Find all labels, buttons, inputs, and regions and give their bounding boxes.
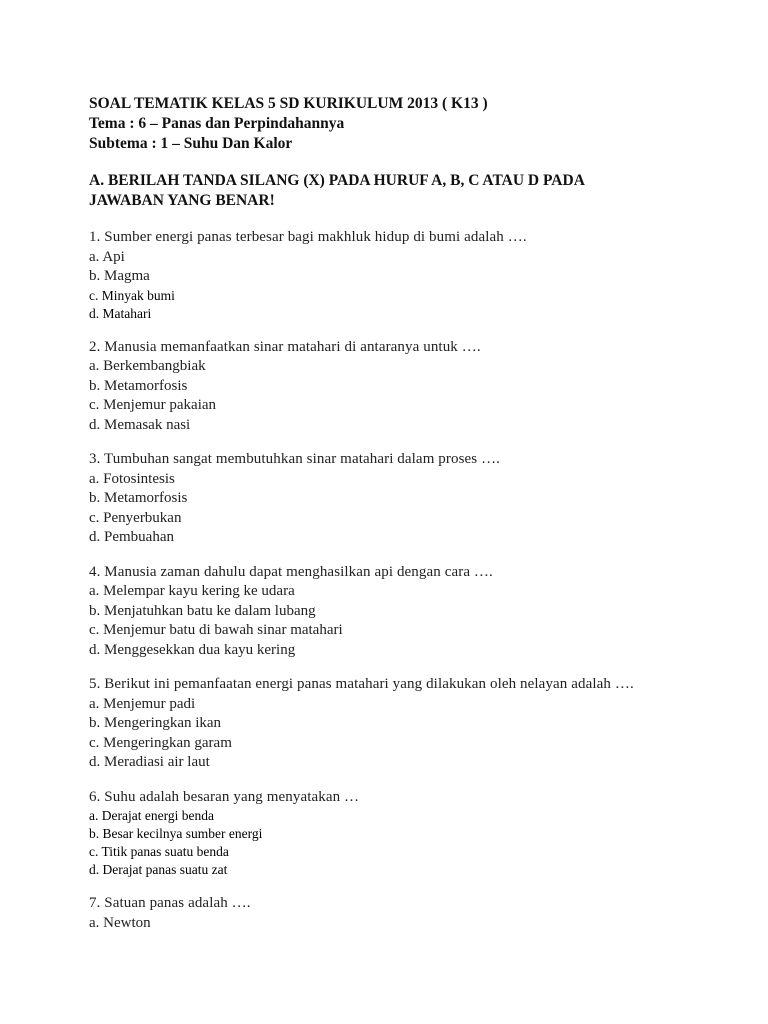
question-2-option-a: a. Berkembangbiak: [89, 358, 206, 374]
question-5-option-b: b. Mengeringkan ikan: [89, 715, 222, 731]
question-4-option-b: b. Menjatuhkan batu ke dalam lubang: [89, 602, 316, 619]
question-1-option-b: b. Magma: [89, 268, 150, 284]
question-2-text: 2. Manusia memanfaatkan sinar matahari di antaranya untuk ….: [89, 338, 481, 355]
question-1-option-a: a. Api: [89, 248, 125, 265]
question-3-option-d: d. Pembuahan: [89, 529, 174, 545]
question-1-text: 1. Sumber energi panas terbesar bagi makhluk hidup di bumi adalah ….: [89, 229, 527, 245]
document-header: [89, 94, 729, 154]
question-6-option-c: c. Titik panas suatu benda: [89, 844, 229, 859]
question-6-option-b: b. Besar kecilnya sumber energi: [89, 826, 263, 841]
document-title: SOAL TEMATIK KELAS 5 SD KURIKULUM 2013 ( K13 ): [89, 95, 488, 112]
question-5-option-a: a. Menjemur padi: [89, 695, 196, 712]
section-a-instruction: [89, 171, 729, 211]
question-6-option-d: d. Derajat panas suatu zat: [89, 862, 228, 877]
question-5-option-d: d. Meradiasi air laut: [89, 754, 210, 770]
question-6-option-a: a. Derajat energi benda: [89, 808, 214, 823]
question-2-option-b: b. Metamorfosis: [89, 377, 188, 394]
question-1-option-c: c. Minyak bumi: [89, 287, 175, 303]
instruction-line-1: A. BERILAH TANDA SILANG (X) PADA HURUF A, B, C ATAU D PADA: [89, 172, 585, 189]
question-2: [89, 338, 729, 436]
question-4-option-a: a. Melempar kayu kering ke udara: [89, 583, 295, 599]
question-3-option-a: a. Fotosintesis: [89, 470, 175, 487]
question-4-text: 4. Manusia zaman dahulu dapat menghasilkan api dengan cara ….: [89, 563, 493, 580]
question-5: [89, 675, 729, 773]
question-2-option-c: c. Menjemur pakaian: [89, 397, 217, 413]
question-4: [89, 563, 729, 661]
question-7: [89, 894, 729, 933]
subtema-line: Subtema : 1 – Suhu Dan Kalor: [89, 135, 293, 152]
question-3-text: 3. Tumbuhan sangat membutuhkan sinar matahari dalam proses ….: [89, 451, 501, 467]
question-6-text: 6. Suhu adalah besaran yang menyatakan …: [89, 788, 360, 805]
question-7-text: 7. Satuan panas adalah ….: [89, 895, 251, 911]
question-5-option-c: c. Mengeringkan garam: [89, 734, 232, 751]
instruction-line-2: JAWABAN YANG BENAR!: [89, 192, 275, 209]
question-4-option-c: c. Menjemur batu di bawah sinar matahari: [89, 622, 343, 638]
question-1-option-d: d. Matahari: [89, 305, 152, 321]
tema-line: Tema : 6 – Panas dan Perpindahannya: [89, 115, 345, 132]
document-page: [89, 94, 729, 933]
question-6: [89, 788, 729, 880]
question-1: [89, 228, 729, 323]
question-4-option-d: d. Menggesekkan dua kayu kering: [89, 641, 296, 658]
question-3: [89, 450, 729, 548]
question-3-option-b: b. Metamorfosis: [89, 490, 188, 506]
question-5-text: 5. Berikut ini pemanfaatan energi panas matahari yang dilakukan oleh nelayan adalah ….: [89, 676, 634, 692]
question-2-option-d: d. Memasak nasi: [89, 416, 191, 433]
question-3-option-c: c. Penyerbukan: [89, 509, 182, 526]
question-7-option-a: a. Newton: [89, 914, 151, 931]
